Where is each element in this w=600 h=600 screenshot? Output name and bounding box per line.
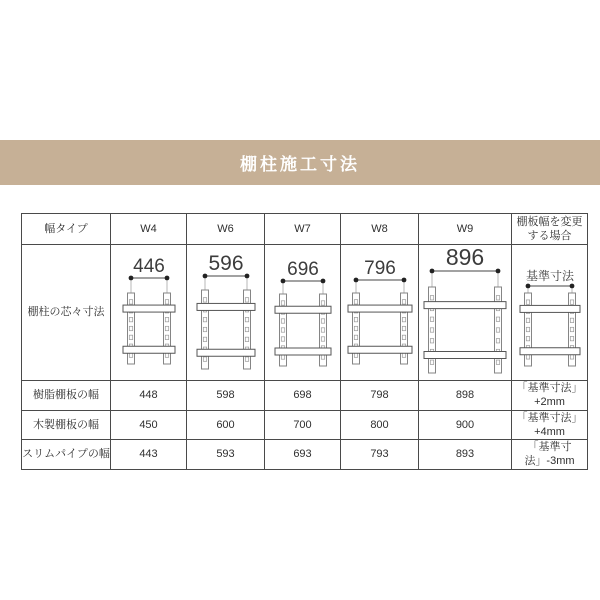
table-row-slim-pipe xyxy=(22,440,588,470)
cell-value: 798 xyxy=(341,381,419,411)
row-label: 木製棚板の幅 xyxy=(22,410,111,440)
header-w4: W4 xyxy=(111,214,187,245)
cell-value: 598 xyxy=(187,381,265,411)
shelf-post-diagram-w4 xyxy=(111,245,186,380)
cell-formula: 「基準寸法」+4mm xyxy=(512,410,588,440)
page-title: 棚柱施工寸法 xyxy=(240,155,360,174)
cell-formula: 「基準寸法」+2mm xyxy=(512,381,588,411)
cell-value: 698 xyxy=(265,381,341,411)
header-w9: W9 xyxy=(419,214,512,245)
dimension-table xyxy=(21,213,588,470)
cell-value: 443 xyxy=(111,440,187,470)
cell-value: 898 xyxy=(419,381,512,411)
cell-value: 800 xyxy=(341,410,419,440)
cell-value: 448 xyxy=(111,381,187,411)
cell-value: 793 xyxy=(341,440,419,470)
shelf-post-diagram-reference xyxy=(512,245,587,380)
cell-value: 693 xyxy=(265,440,341,470)
row-label: 樹脂棚板の幅 xyxy=(22,381,111,411)
cell-value: 900 xyxy=(419,410,512,440)
row-label: スリムパイプの幅 xyxy=(22,440,111,470)
section-banner xyxy=(0,140,600,185)
header-w7: W7 xyxy=(265,214,341,245)
header-change-width: 棚板幅を変更する場合 xyxy=(512,214,588,245)
table-header-row xyxy=(22,214,588,245)
header-width-type: 幅タイプ xyxy=(22,214,111,245)
row-label-center-dimension: 棚柱の芯々寸法 xyxy=(22,245,111,381)
svg-text:896: 896 xyxy=(445,245,485,270)
diagram-row xyxy=(22,245,588,381)
svg-text:446: 446 xyxy=(132,256,165,277)
header-w8: W8 xyxy=(341,214,419,245)
shelf-post-diagram-w7 xyxy=(265,245,340,380)
svg-text:796: 796 xyxy=(363,258,396,279)
svg-text:基準寸法: 基準寸法 xyxy=(525,269,574,283)
shelf-post-diagram-w9 xyxy=(419,245,511,380)
header-w6: W6 xyxy=(187,214,265,245)
cell-value: 450 xyxy=(111,410,187,440)
svg-text:596: 596 xyxy=(207,252,244,275)
svg-text:696: 696 xyxy=(286,259,319,280)
shelf-post-diagram-w8 xyxy=(341,245,418,380)
shelf-post-diagram-w6 xyxy=(187,245,264,380)
table-row-wood-shelf xyxy=(22,410,588,440)
table-row-resin-shelf xyxy=(22,381,588,411)
cell-value: 893 xyxy=(419,440,512,470)
cell-value: 593 xyxy=(187,440,265,470)
cell-formula: 「基準寸法」-3mm xyxy=(512,440,588,470)
cell-value: 600 xyxy=(187,410,265,440)
cell-value: 700 xyxy=(265,410,341,440)
